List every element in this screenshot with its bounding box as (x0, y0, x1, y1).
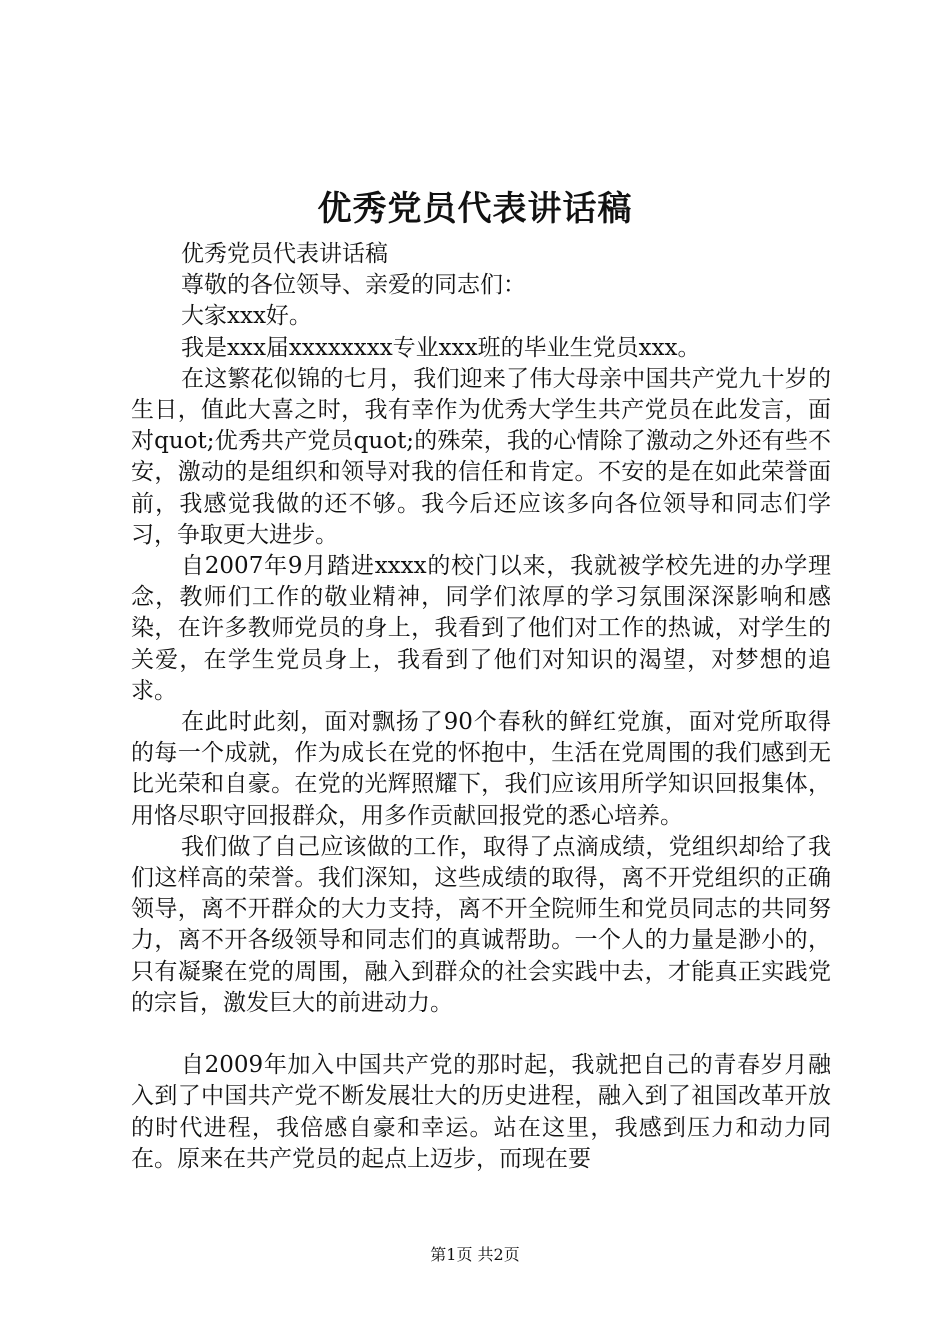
paragraph: 我是xxx届xxxxxxxx专业xxx班的毕业生党员xxx。 (181, 334, 701, 361)
paragraph: 在此时此刻，面对飘扬了90个春秋的鲜红党旗，面对党所取得的每一个成就，作为成长在党的怀抱中，生活在党周围的我们感到无比光荣和自豪。在党的光辉照耀下，我们应该用所学知识回报集体，用恪尽职守回报群众，用多作贡献回报党的悉心培养。 (131, 709, 831, 829)
page-footer: 第1页 共2页 (430, 1245, 520, 1264)
paragraph: 我们做了自己应该做的工作，取得了点滴成绩，党组织却给了我们这样高的荣誉。我们深知，这些成绩的取得，离不开党组织的正确领导，离不开群众的大力支持，离不开全院师生和党员同志的共同努力，离不开各级领导和同志们的真诚帮助。一个人的力量是渺小的，只有凝聚在党的周围，融入到群众的社会实践中去，才能真正实践党的宗旨，激发巨大的前进动力。 (131, 833, 831, 1016)
paragraph: 大家xxx好。 (181, 303, 312, 330)
paragraph: 优秀党员代表讲话稿 (181, 241, 388, 267)
document-title: 优秀党员代表讲话稿 (317, 189, 633, 229)
paragraph: 尊敬的各位领导、亲爱的同志们： (181, 272, 526, 299)
document-body (131, 239, 831, 1175)
blank-line (131, 1019, 831, 1050)
paragraph: 自2007年9月踏进xxxx的校门以来，我就被学校先进的办学理念，教师们工作的敬业精神，同学们浓厚的学习氛围深深影响和感染，在许多教师党员的身上，我看到了他们对工作的热诚，对学生的关爱，在学生党员身上，我看到了他们对知识的渴望，对梦想的追求。 (131, 553, 831, 704)
paragraph: 自2009年加入中国共产党的那时起，我就把自己的青春岁月融入到了中国共产党不断发展壮大的历史进程，融入到了祖国改革开放的时代进程，我倍感自豪和幸运。站在这里，我感到压力和动力同在。原来在共产党员的起点上迈步，而现在要 (131, 1052, 831, 1172)
paragraph: 在这繁花似锦的七月，我们迎来了伟大母亲中国共产党九十岁的生日，值此大喜之时，我有幸作为优秀大学生共产党员在此发言，面对quot;优秀共产党员quot;的殊荣，我的心情除了激动之外还有些不安，激动的是组织和领导对我的信任和肯定。不安的是在如此荣誉面前，我感觉我做的还不够。我今后还应该多向各位领导和同志们学习，争取更大进步。 (131, 365, 831, 548)
